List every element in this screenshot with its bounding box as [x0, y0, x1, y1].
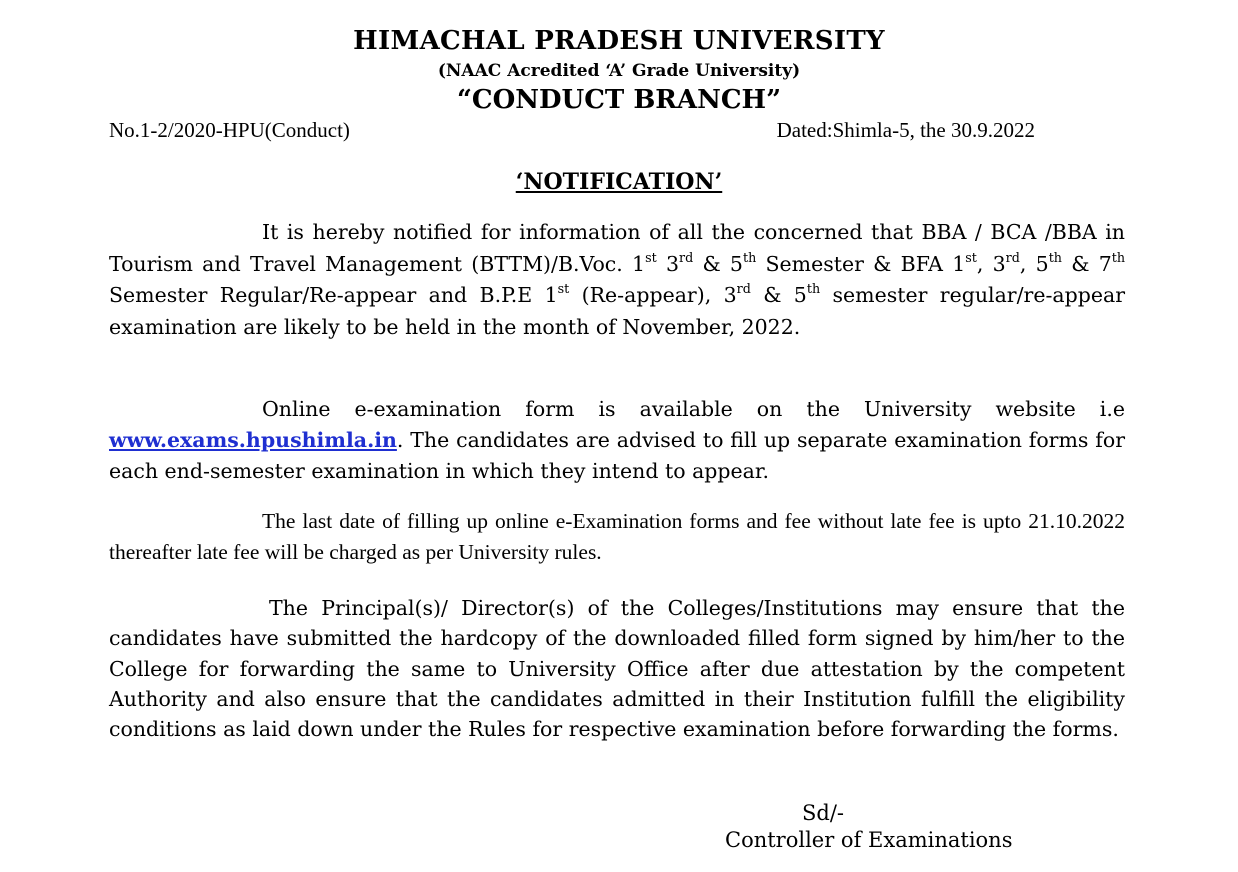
- notification-title: ‘NOTIFICATION’: [515, 169, 723, 195]
- university-name: HIMACHAL PRADESH UNIVERSITY: [353, 26, 885, 56]
- branch-name: “CONDUCT BRANCH”: [456, 85, 782, 115]
- paragraph-exam-schedule: It is hereby notified for information of all the concerned that BBA / BCA /BBA in Tourism and Travel Management (BTTM)/B.Voc. 1st 3rd & 5th Semester & BFA 1st, 3rd, 5th & 7th Semester Regular/Re-appear and B.P.E 1st (Re-appear), 3rd & 5th semester regular/re-appear examination are likely to be held in the month of November, 2022.: [109, 220, 1126, 339]
- signatory-designation: Controller of Examinations: [725, 828, 1013, 852]
- notification-date: Dated:Shimla-5, the 30.9.2022: [776, 118, 1035, 142]
- accreditation-line: (NAAC Acredited ‘A’ Grade University): [437, 61, 801, 81]
- reference-number: No.1-2/2020-HPU(Conduct): [109, 118, 350, 142]
- exam-website-link[interactable]: www.exams.hpushimla.in: [109, 428, 397, 452]
- reference-line: [109, 118, 1035, 143]
- paragraph-online-form-text: Online e-examination form is available on the University website i.e: [262, 397, 1125, 421]
- paragraph-last-date: The last date of filling up online e-Examination forms and fee without late fee is upto 21.10.2022 thereafter late fee will be charged as per University rules.: [109, 509, 1125, 564]
- paragraph-online-form: [109, 394, 1125, 487]
- paragraph-online-form-rest: . The candidates are advised to fill up separate examination forms for each end-semester examination in which they intend to appear.: [109, 428, 1125, 483]
- signature-mark: Sd/-: [802, 801, 844, 825]
- paragraph-principal-instructions: The Principal(s)/ Director(s) of the Colleges/Institutions may ensure that the candidates have submitted the hardcopy of the downloaded filled form signed by him/her to the College for forwarding the same to University Office after due attestation by the competent Authority and also ensure that the candidates admitted in their Institution fulfill the eligibility conditions as laid down under the Rules for respective examination before forwarding the forms.: [109, 596, 1125, 742]
